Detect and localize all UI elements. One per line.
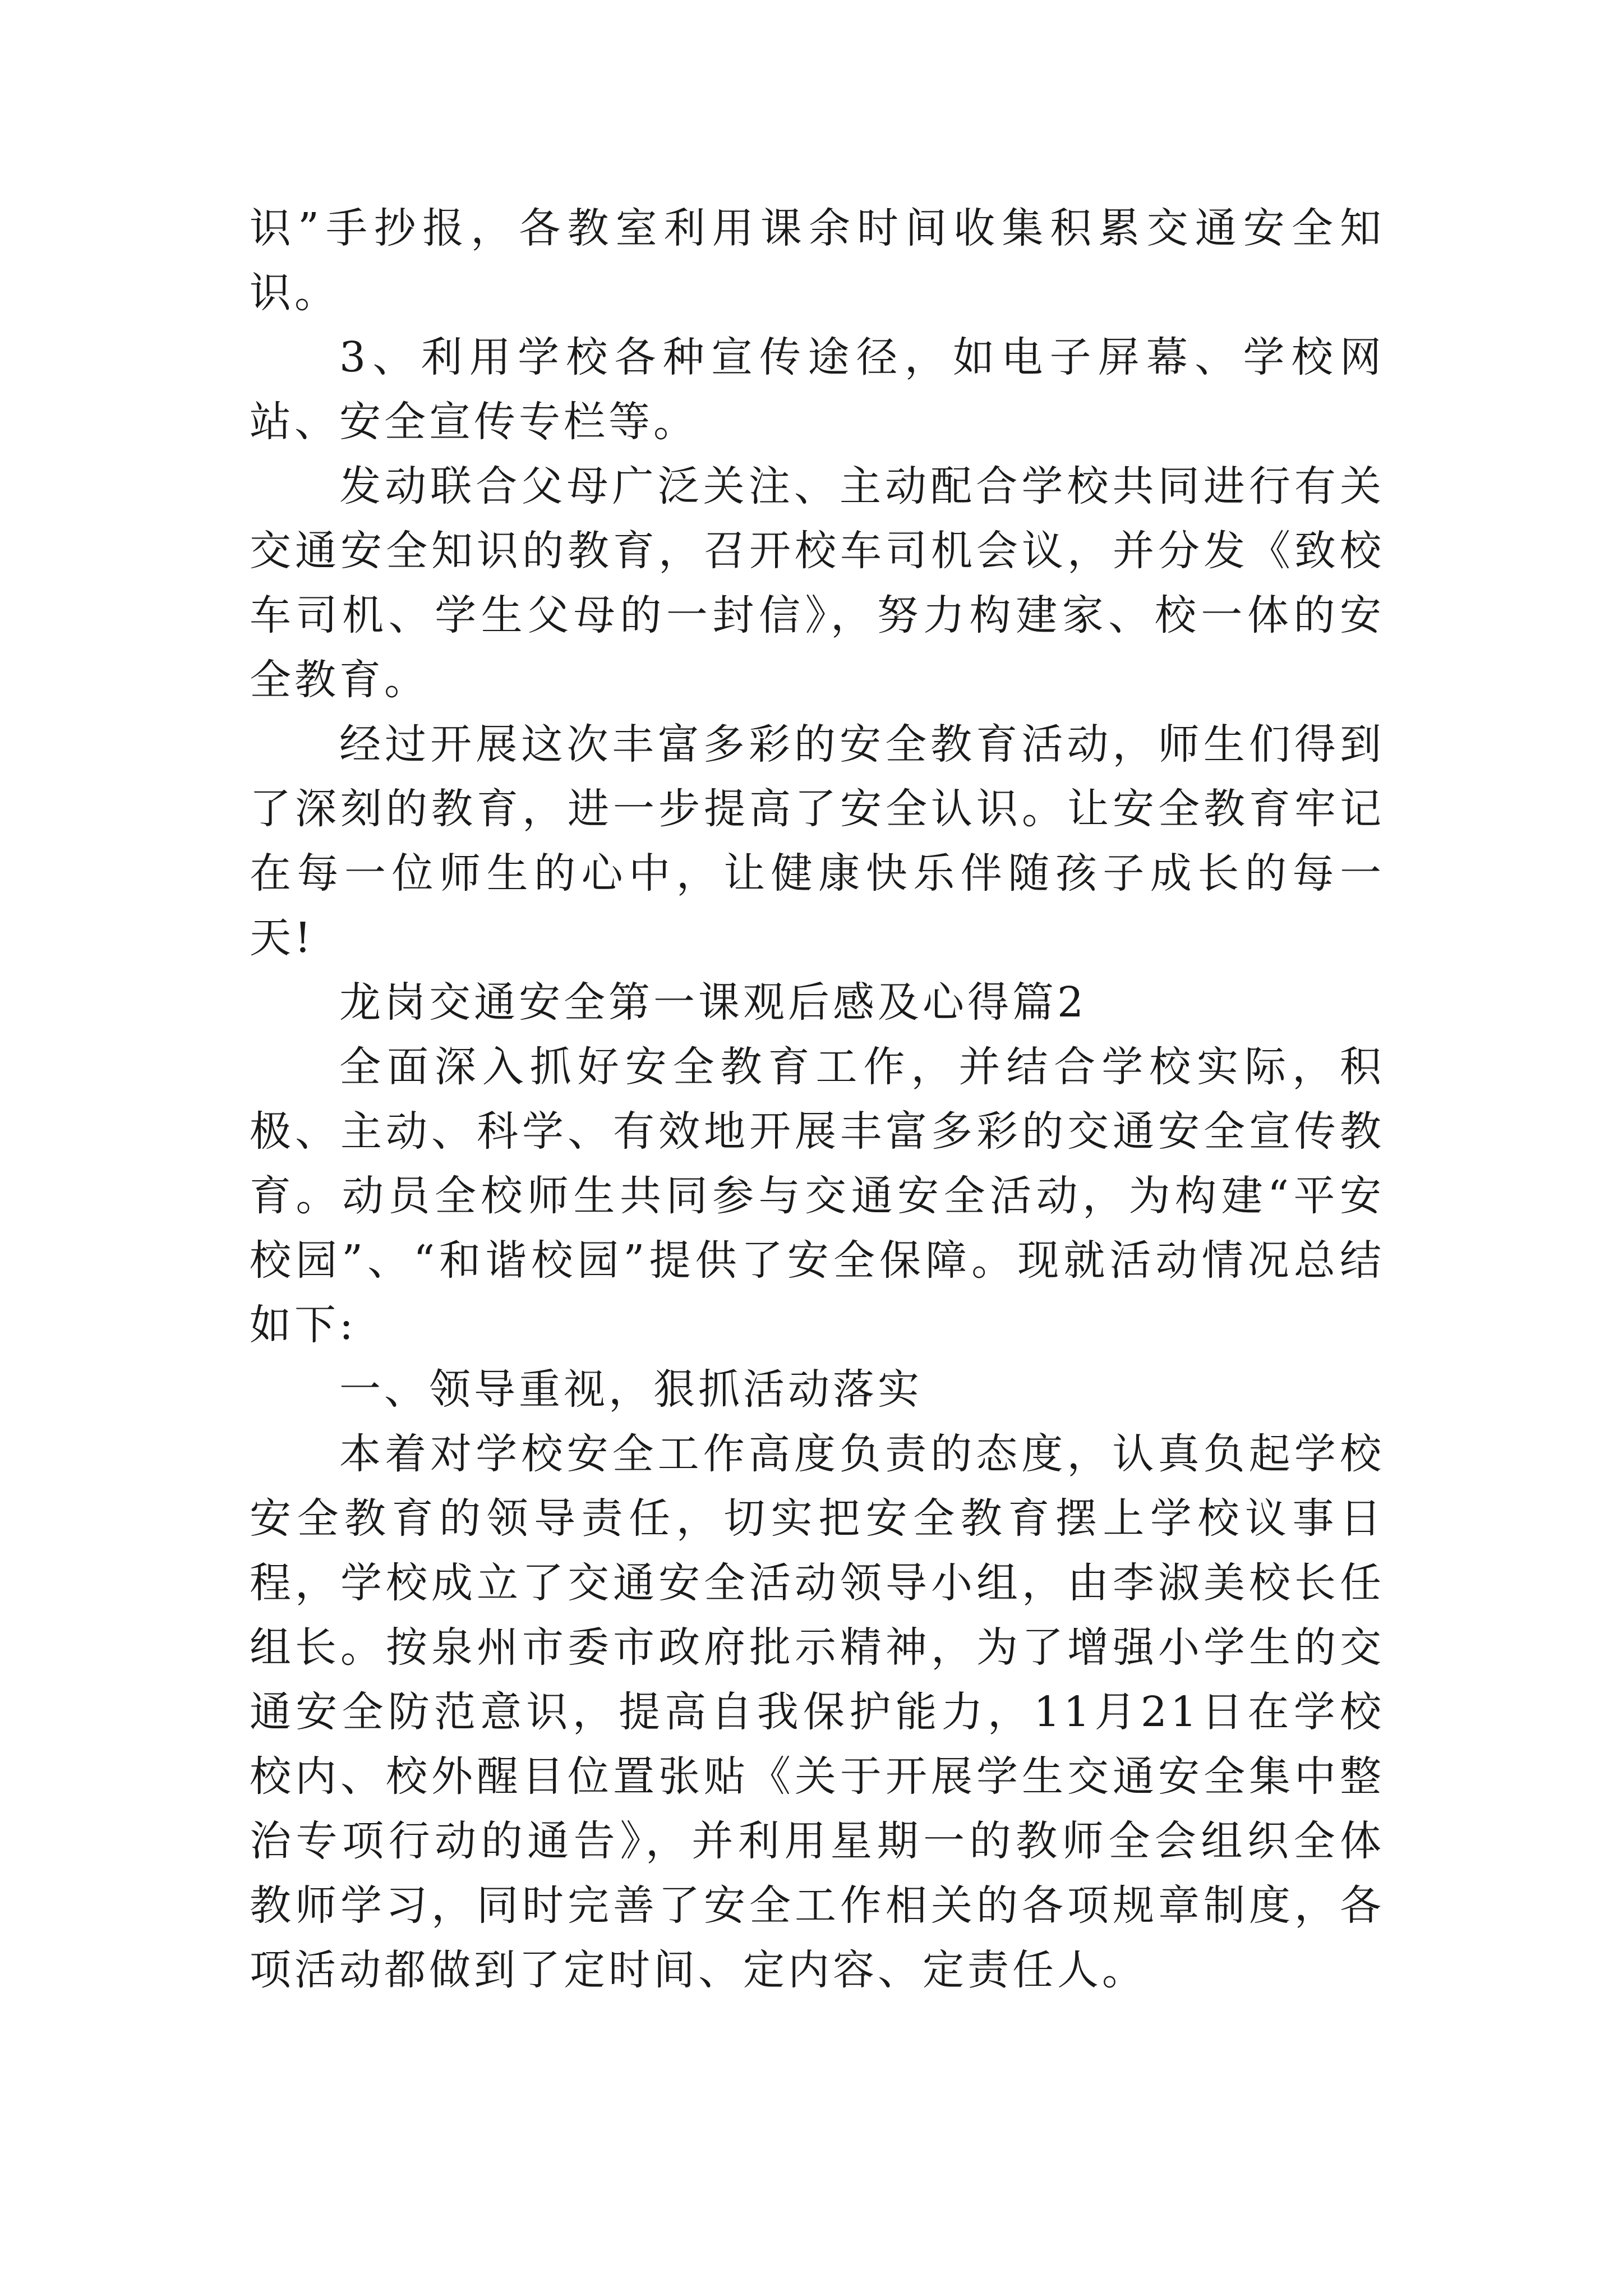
section-title: 龙岗交通安全第一课观后感及心得篇2 bbox=[339, 978, 1087, 1027]
paragraph-parents: 发动联合父母广泛关注、主动配合学校共同进行有关交通安全知识的教育，召开校车司机会议，并分发《致校车司机、学生父母的一封信》，努力构建家、校一体的安全教育。 bbox=[250, 462, 1385, 704]
paragraph-item-3: 3、利用学校各种宣传途径，如电子屏幕、学校网站、安全宣传专栏等。 bbox=[250, 333, 1385, 446]
paragraph-intro: 全面深入抓好安全教育工作，并结合学校实际，积极、主动、科学、有效地开展丰富多彩的交通安全宣传教育。动员全校师生共同参与交通安全活动，为构建“平安校园”、“和谐校园”提供了安全保障。现就活动情况总结如下: bbox=[250, 1043, 1385, 1349]
subheading-leadership: 一、领导重视，狠抓活动落实 bbox=[339, 1365, 923, 1414]
paragraph-conclusion: 经过开展这次丰富多彩的安全教育活动，师生们得到了深刻的教育，进一步提高了安全认识。让安全教育牢记在每一位师生的心中，让健康快乐伴随孩子成长的每一天! bbox=[250, 720, 1385, 962]
paragraph-leadership: 本着对学校安全工作高度负责的态度，认真负起学校安全教育的领导责任，切实把安全教育摆上学校议事日程，学校成立了交通安全活动领导小组，由李淑美校长任组长。按泉州市委市政府批示精神，为了增强小学生的交通安全防范意识，提高自我保护能力，11月21日在学校校内、校外醒目位置张贴《关于开展学生交通安全集中整治专项行动的通告》，并利用星期一的教师全会组织全体教师学习，同时完善了安全工作相关的各项规章制度，各项活动都做到了定时间、定内容、定责任人。 bbox=[250, 1430, 1385, 1994]
paragraph-continuation: 识”手抄报，各教室利用课余时间收集积累交通安全知识。 bbox=[250, 204, 1385, 317]
document-body bbox=[250, 196, 1385, 2003]
